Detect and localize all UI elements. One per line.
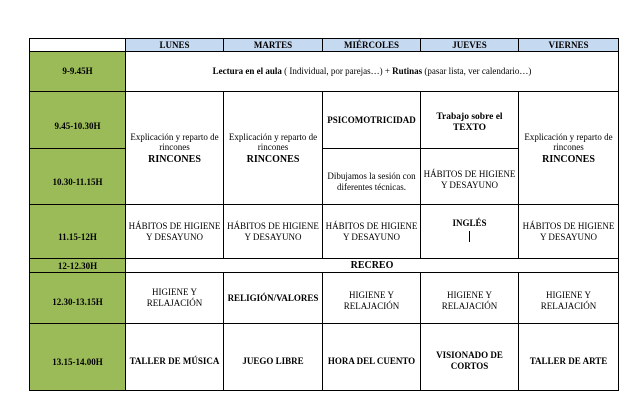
lunes-musica-cell: TALLER DE MÚSICA xyxy=(126,324,224,391)
jueves-habitos-cell: HÁBITOS DE HIGIENE Y DESAYUNO xyxy=(421,149,519,205)
schedule-table xyxy=(29,38,619,391)
jueves-texto-cell: Trabajo sobre el TEXTO xyxy=(421,92,519,149)
recreo-cell: RECREO xyxy=(126,259,619,273)
lectura-detail: ( Individual, por parejas…) + xyxy=(281,66,393,76)
time-cell: 13.15-14.00H xyxy=(30,324,126,391)
corner-cell xyxy=(30,39,126,52)
martes-religion-cell: RELIGIÓN/VALORES xyxy=(224,273,323,324)
row-1315-1400 xyxy=(30,324,619,391)
day-header-jueves: JUEVES xyxy=(421,39,519,52)
miercoles-dibujo-cell: Dibujamos la sesión con diferentes técnicas. xyxy=(323,149,421,205)
rutinas-detail: (pasar lista, ver calendario…) xyxy=(422,66,532,76)
row-945-1030 xyxy=(30,92,619,149)
rincones-label: RINCONES xyxy=(148,153,201,165)
day-header-lunes: LUNES xyxy=(126,39,224,52)
day-header-miercoles: MIÉRCOLES xyxy=(323,39,421,52)
text-cursor-icon xyxy=(469,231,470,242)
time-cell: 12.30-13.15H xyxy=(30,273,126,324)
day-header-viernes: VIERNES xyxy=(519,39,619,52)
rincones-explanation: Explicación y reparto de rincones xyxy=(130,131,219,152)
viernes-rincones-cell xyxy=(519,92,619,205)
lunes-habitos-cell: HÁBITOS DE HIGIENE Y DESAYUNO xyxy=(126,205,224,259)
viernes-arte-cell: TALLER DE ARTE xyxy=(519,324,619,391)
time-cell: 10.30-11.15H xyxy=(30,149,126,205)
miercoles-cuento-cell: HORA DEL CUENTO xyxy=(323,324,421,391)
time-cell: 12-12.30H xyxy=(30,259,126,273)
lunes-rincones-cell xyxy=(126,92,224,205)
miercoles-higiene-cell: HIGIENE Y RELAJACIÓN xyxy=(323,273,421,324)
row-1230-1315 xyxy=(30,273,619,324)
row-12-1230 xyxy=(30,259,619,273)
jueves-higiene-cell: HIGIENE Y RELAJACIÓN xyxy=(421,273,519,324)
rincones-label: RINCONES xyxy=(542,153,595,165)
time-cell: 11.15-12H xyxy=(30,205,126,259)
miercoles-psicomotricidad-cell: PSICOMOTRICIDAD xyxy=(323,92,421,149)
row-1115-12 xyxy=(30,205,619,259)
miercoles-habitos-cell: HÁBITOS DE HIGIENE Y DESAYUNO xyxy=(323,205,421,259)
row-9-945 xyxy=(30,52,619,92)
day-header-martes: MARTES xyxy=(224,39,323,52)
rincones-explanation: Explicación y reparto de rincones xyxy=(524,131,613,152)
header-row xyxy=(30,39,619,52)
time-cell: 9-9.45H xyxy=(30,52,126,92)
martes-habitos-cell: HÁBITOS DE HIGIENE Y DESAYUNO xyxy=(224,205,323,259)
lectura-rutinas-cell xyxy=(126,52,619,92)
viernes-habitos-cell: HÁBITOS DE HIGIENE Y DESAYUNO xyxy=(519,205,619,259)
rutinas-label: Rutinas xyxy=(392,66,423,76)
time-cell: 9.45-10.30H xyxy=(30,92,126,149)
viernes-higiene-cell: HIGIENE Y RELAJACIÓN xyxy=(519,273,619,324)
rincones-label: RINCONES xyxy=(246,153,300,165)
rincones-explanation: Explicación y reparto de rincones xyxy=(228,131,318,152)
lectura-label: Lectura en el aula xyxy=(212,66,282,76)
lunes-higiene-cell: HIGIENE Y RELAJACIÓN xyxy=(126,273,224,324)
martes-rincones-cell xyxy=(224,92,323,205)
ingles-label: INGLÉS xyxy=(452,218,487,228)
jueves-ingles-cell xyxy=(421,205,519,259)
martes-juego-cell: JUEGO LIBRE xyxy=(224,324,323,391)
jueves-cortos-cell: VISIONADO DE CORTOS xyxy=(421,324,519,391)
